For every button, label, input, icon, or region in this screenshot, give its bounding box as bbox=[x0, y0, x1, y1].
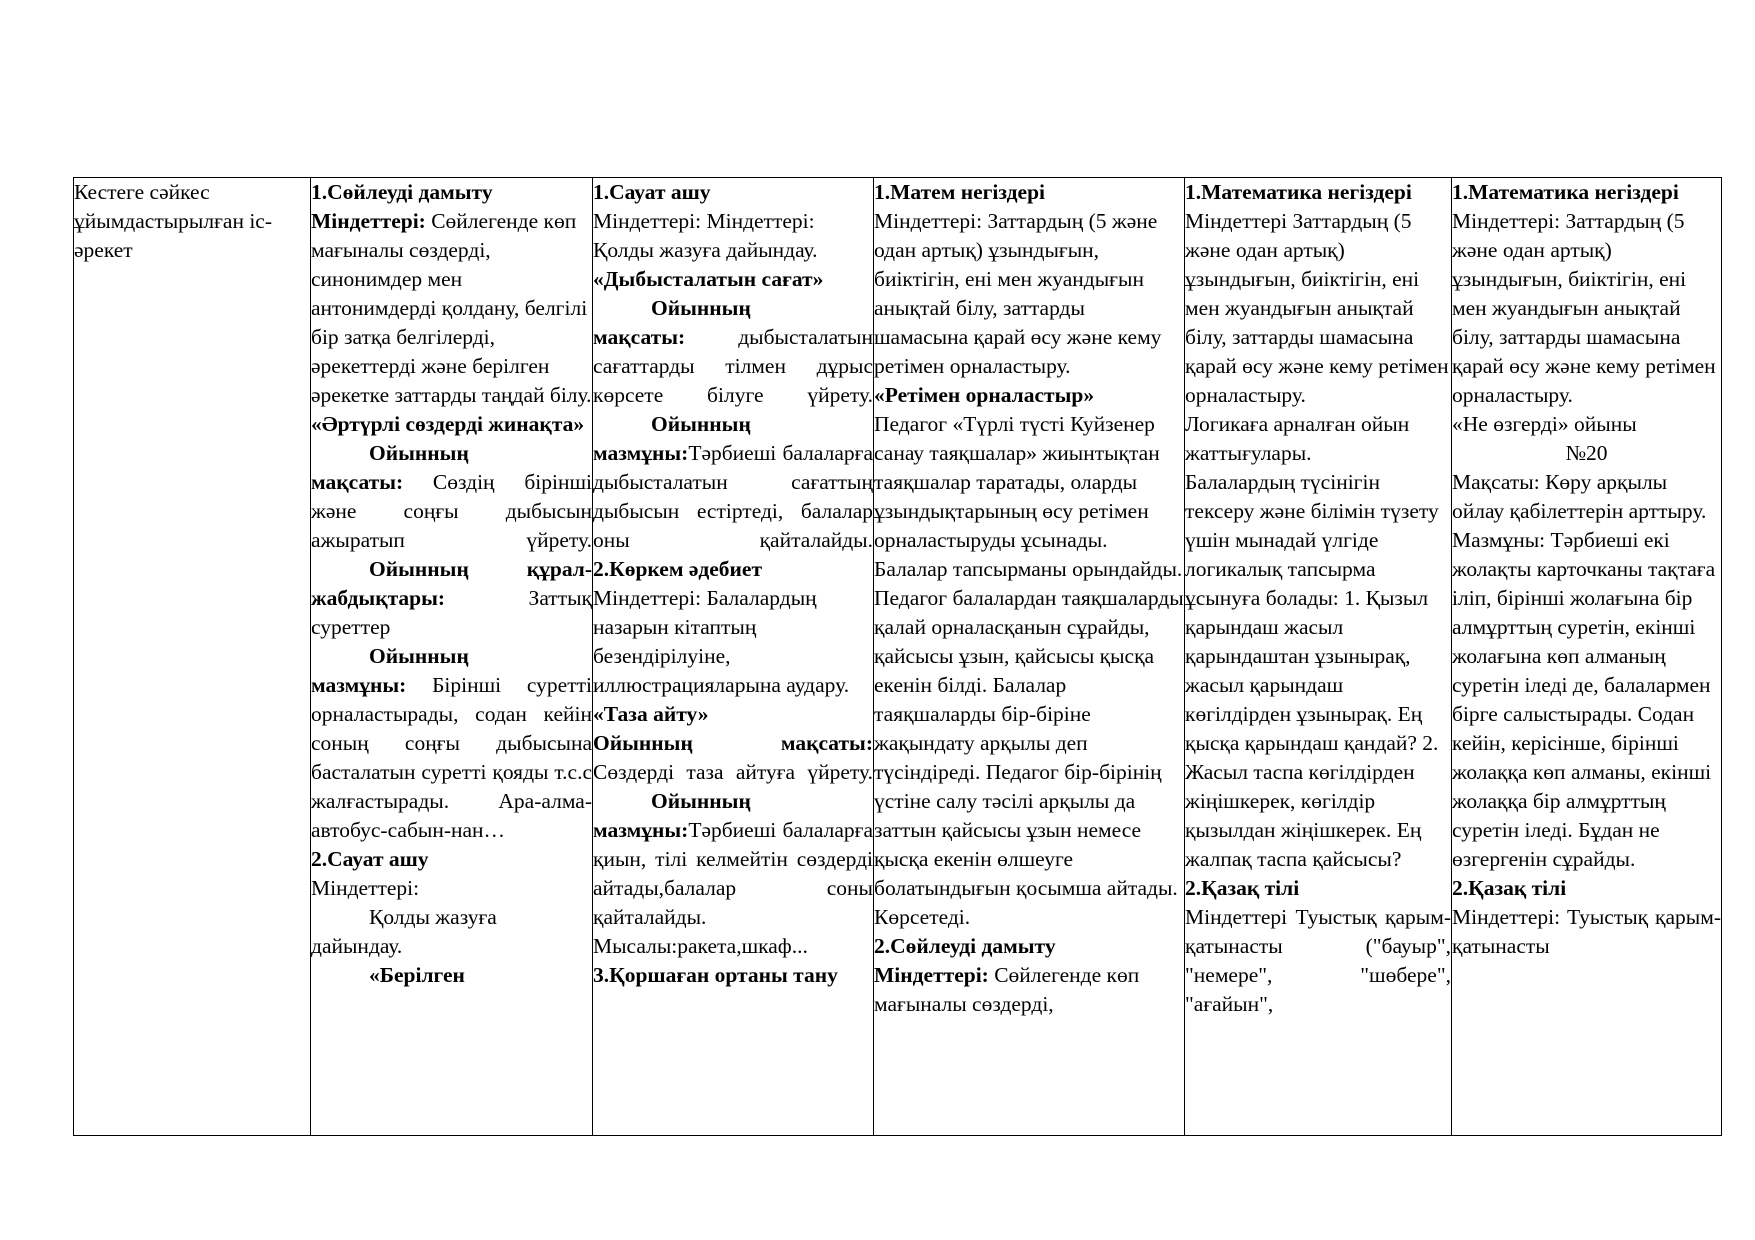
paragraph: Міндеттері: Міндеттері: Қолды жазуға дайындау. bbox=[593, 209, 818, 262]
text-run: Ойынның мақсаты: bbox=[593, 731, 873, 755]
column-content bbox=[1452, 178, 1721, 1135]
text-run: Сөйлегенде көп мағыналы сөздерді, bbox=[874, 963, 1140, 1016]
paragraph: «Не өзгерді» ойыны bbox=[1452, 412, 1637, 436]
paragraph bbox=[311, 207, 592, 410]
column-content bbox=[1185, 178, 1451, 1135]
paragraph: Міндеттері: Заттардың (5 және одан артық) ұзындығын, биіктігін, ені мен жуандығын анықтай білу, заттарды шамасына қарай өсу және кему ретімен орналастыру. bbox=[874, 209, 1162, 378]
text-run: мазмұны: bbox=[593, 818, 689, 842]
text-run: Сөздің бірінші және соңғы дыбысын ажыратып үйрету. bbox=[311, 470, 592, 552]
paragraph: Балалардың түсінігін тексеру және білімін түзету үшін мынадай үлгіде логикалық тапсырма ұсынуға болады: 1. Қызыл қарындаш жасыл қарындаштан ұзынырақ, жасыл қарындаш көгілдірден ұзынырақ. Ең қысқа қарындаш қандай? 2. Жасыл таспа көгілдірден жіңішкерек, көгілдір қызылдан жіңішкерек. Ең жалпақ таспа қайсысы? bbox=[1185, 470, 1439, 871]
paragraph: Логикаға арналған ойын жаттығулары. bbox=[1185, 412, 1410, 465]
paragraph: Мазмұны: Тәрбиеші екі жолақты карточканы тақтаға іліп, бірінші жолағына бір алмұрттың суретін, екінші жолағына көп алманың суретін іледі де, балалармен бірге салыстырады. Содан кейін, керісінше, бірінші жолаққа көп алманы, екінші жолаққа бір алмұрттың суретін іледі. Бұдан не өзгергенін сұрайды. bbox=[1452, 528, 1716, 871]
paragraph bbox=[311, 671, 592, 845]
text-run: дыбысталатын сағаттарды тілмен дұрыс көрсете білуге үйрету. bbox=[593, 325, 873, 407]
paragraph bbox=[593, 729, 873, 787]
paragraph: 2.Сауат ашу bbox=[311, 847, 429, 871]
text-run: Міндеттері: bbox=[311, 209, 426, 233]
paragraph: «Әртүрлі сөздерді жинақта» bbox=[311, 412, 585, 436]
paragraph: Ойынның bbox=[369, 644, 469, 668]
paragraph bbox=[593, 323, 873, 410]
text-run: Сөйлегенде көп мағыналы сөздерді, синонимдер мен антонимдерді қолдану, белгілі бір затқа белгілерді, әрекеттерді және берілген әрекетке заттарды таңдай білу. bbox=[311, 209, 592, 407]
text-run: Тәрбиеші балаларға дыбысталатын сағаттың дыбысын естіртеді, балалар оны қайталайды. bbox=[593, 441, 873, 552]
text-run: Бірінші суретті орналастырады, содан кейін соның соңғы дыбысына басталатын суретті қояды т.с.с жалғастырады. Ара-алма- автобус-сабын-нан… bbox=[311, 673, 592, 842]
paragraph: Қолды жазуға дайындау. bbox=[311, 905, 497, 958]
paragraph: №20 bbox=[1565, 441, 1608, 465]
paragraph: Міндеттері: bbox=[311, 876, 420, 900]
paragraph: Міндеттері: Заттардың (5 және одан артық) ұзындығын, биіктігін, ені мен жуандығын анықтай білу, заттарды шамасына қарай өсу және кему ретімен орналастыру. bbox=[1452, 209, 1716, 407]
paragraph: Ойынның bbox=[369, 441, 469, 465]
column-cell bbox=[1185, 178, 1452, 1136]
paragraph: Міндеттері: Балалардың назарын кітаптың безендірілуіне, иллюстрацияларына аудару. bbox=[593, 586, 850, 697]
paragraph: Міндеттері Заттардың (5 және одан артық) ұзындығын, биіктігін, ені мен жуандығын анықтай білу, заттарды шамасына қарай өсу және кему ретімен орналастыру. bbox=[1185, 209, 1449, 407]
row-label: Кестеге сәйкес ұйымдастырылған іс-әрекет bbox=[74, 180, 273, 262]
paragraph: 1.Матем негіздері bbox=[874, 180, 1046, 204]
text-run: Міндеттері: bbox=[874, 963, 989, 987]
text-run: мазмұны: bbox=[593, 441, 689, 465]
text-run: Заттық суреттер bbox=[311, 586, 592, 639]
paragraph: Педагог «Түрлі түсті Куйзенер санау таяқшалар» жиынтықтан таяқшалар таратады, оларды ұзындықтарының өсу ретімен орналастыруды ұсынады. Балалар тапсырманы орындайды. Педагог балалардан таяқшаларды қалай орналасқанын сұрайды, қайсысы ұзын, қайсысы қысқа екенін білді. Балалар таяқшаларды бір-біріне жақындату арқылы деп түсіндіреді. Педагог бір-бірінің үстіне салу тәсілі арқылы да заттын қайсысы ұзын немесе қысқа екенін өлшеуге болатындығын қосымша айтады. Көрсетеді. bbox=[874, 412, 1184, 929]
paragraph: Ойынның bbox=[651, 412, 751, 436]
text-run: мақсаты: bbox=[593, 325, 686, 349]
paragraph: Ойынның bbox=[651, 789, 751, 813]
paragraph: 1.Сөйлеуді дамыту bbox=[311, 180, 493, 204]
text-run: мақсаты: bbox=[311, 470, 404, 494]
column-content bbox=[311, 178, 592, 1135]
paragraph bbox=[311, 555, 592, 642]
paragraph: 2.Сөйлеуді дамыту bbox=[874, 934, 1056, 958]
text-run: Тәрбиеші балаларға қиын, тілі келмейтін сөздерді айтады,балалар соны қайталайды. bbox=[593, 818, 873, 929]
paragraph bbox=[593, 816, 873, 932]
text-run: Сөздерді таза айтуға үйрету. bbox=[593, 760, 873, 784]
paragraph: Міндеттері: Туыстық қарым-қатынасты bbox=[1452, 905, 1721, 958]
paragraph: 3.Қоршаған ортаны тану bbox=[593, 963, 838, 987]
paragraph: Ойынның bbox=[651, 296, 751, 320]
column-content bbox=[593, 178, 873, 1135]
paragraph: 1.Математика негіздері bbox=[1452, 180, 1679, 204]
paragraph: 2.Қазақ тілі bbox=[1185, 876, 1300, 900]
paragraph: Мақсаты: Көру арқылы ойлау қабілеттерін арттыру. bbox=[1452, 470, 1707, 523]
column-cell bbox=[1452, 178, 1722, 1136]
paragraph: Мысалы:ракета,шкаф... bbox=[593, 934, 808, 958]
paragraph: 1.Математика негіздері bbox=[1185, 180, 1412, 204]
paragraph bbox=[311, 468, 592, 555]
paragraph bbox=[874, 961, 1184, 1019]
paragraph: «Берілген bbox=[369, 963, 465, 987]
schedule-table bbox=[73, 177, 1722, 1136]
row-label-cell bbox=[74, 178, 311, 1136]
text-run: Ойынның құрал-жабдықтары: bbox=[311, 557, 592, 610]
column-content bbox=[874, 178, 1184, 1135]
table-row bbox=[74, 178, 1722, 1136]
paragraph: Міндеттері Туыстық қарым-қатынасты ("бауыр", "немере", "шөбере", "ағайын", bbox=[1185, 905, 1451, 1016]
paragraph: «Таза айту» bbox=[593, 702, 709, 726]
column-cell bbox=[874, 178, 1185, 1136]
paragraph: 2.Көркем әдебиет bbox=[593, 557, 763, 581]
paragraph: 2.Қазақ тілі bbox=[1452, 876, 1567, 900]
paragraph: «Дыбысталатын сағат» bbox=[593, 267, 824, 291]
column-cell bbox=[311, 178, 593, 1136]
text-run: мазмұны: bbox=[311, 673, 407, 697]
paragraph: «Ретімен орналастыр» bbox=[874, 383, 1095, 407]
paragraph: 1.Сауат ашу bbox=[593, 180, 711, 204]
paragraph bbox=[593, 439, 873, 555]
column-cell bbox=[593, 178, 874, 1136]
